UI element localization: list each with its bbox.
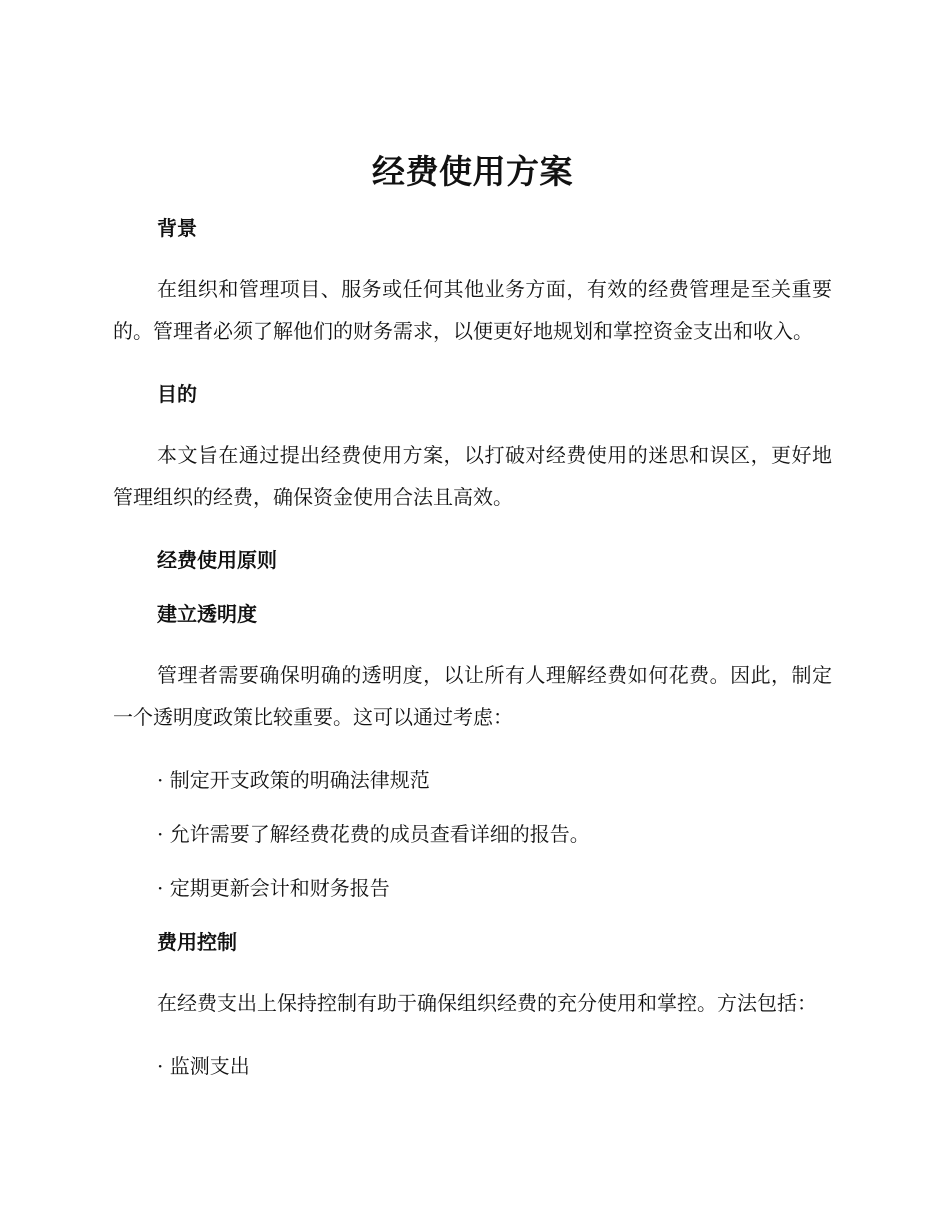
paragraph-background: 在组织和管理项目、服务或任何其他业务方面，有效的经费管理是至关重要的。管理者必须了解他们的财务需求，以便更好地规划和掌控资金支出和收入。 <box>113 277 832 343</box>
section-heading-purpose: 目的 <box>157 382 197 406</box>
subsection-heading-cost-control: 费用控制 <box>157 930 237 954</box>
paragraph-transparency: 管理者需要确保明确的透明度，以让所有人理解经费如何花费。因此，制定一个透明度政策比较重要。这可以通过考虑： <box>113 663 832 729</box>
list-item: · 监测支出 <box>157 1054 250 1078</box>
paragraph-cost-control: 在经费支出上保持控制有助于确保组织经费的充分使用和掌控。方法包括： <box>157 991 817 1015</box>
list-item: · 允许需要了解经费花费的成员查看详细的报告。 <box>157 822 590 846</box>
list-item: · 制定开支政策的明确法律规范 <box>157 768 430 792</box>
section-heading-background: 背景 <box>157 216 197 240</box>
list-item: · 定期更新会计和财务报告 <box>157 876 390 900</box>
paragraph-purpose: 本文旨在通过提出经费使用方案，以打破对经费使用的迷思和误区，更好地管理组织的经费，确保资金使用合法且高效。 <box>113 443 832 509</box>
subsection-heading-transparency: 建立透明度 <box>157 602 257 626</box>
document-title: 经费使用方案 <box>372 152 573 191</box>
section-heading-principles: 经费使用原则 <box>157 548 277 572</box>
